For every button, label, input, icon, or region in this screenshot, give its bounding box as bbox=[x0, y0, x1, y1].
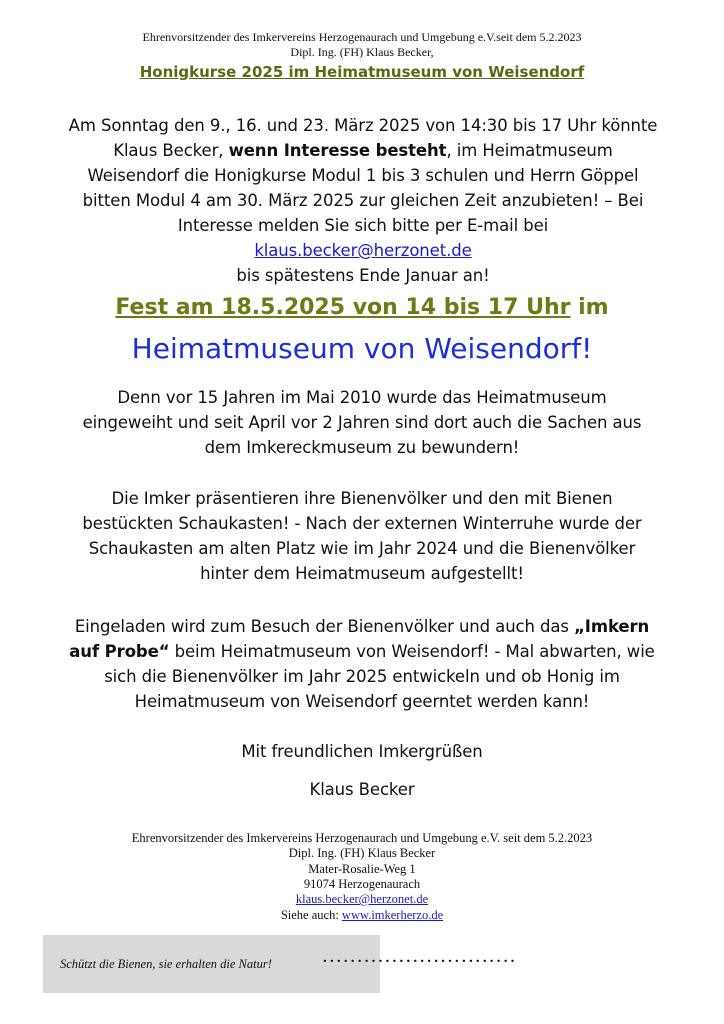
footer-line-2: Dipl. Ing. (FH) Klaus Becker bbox=[288, 846, 436, 860]
footer-email-link[interactable]: klaus.becker@herzonet.de bbox=[295, 892, 429, 906]
footer-line-1: Ehrenvorsitzender des Imkervereins Herzogenaurach und Umgebung e.V. seit dem 5.2.2023 bbox=[131, 831, 593, 845]
course-text-part2: , im Heimatmuseum Weisendorf die Honigkurse Modul 1 bis 3 schulen und Herrn Göppel bitten Modul 4 am 30. März 2025 zur gleichen Zeit anzubieten! – Bei Interesse melden Sie sich bitte per E-mail bei bbox=[82, 141, 644, 235]
footer-city: 91074 Herzogenaurach bbox=[303, 877, 421, 891]
fest-heading-date: Fest am 18.5.2025 von 14 bis 17 Uhr bbox=[115, 295, 571, 320]
course-title: Honigkurse 2025 im Heimatmuseum von Weisendorf bbox=[139, 63, 585, 81]
museum-heading: Heimatmuseum von Weisendorf! bbox=[131, 332, 593, 365]
footer-website-link[interactable]: www.imkerherzo.de bbox=[341, 908, 444, 922]
paragraph-3 bbox=[62, 614, 662, 714]
slogan-text: Schützt die Bienen, sie erhalten die Natur! bbox=[60, 957, 272, 971]
fest-heading-rest: im bbox=[570, 295, 609, 320]
footer-email-row bbox=[0, 892, 724, 907]
header-line-2: Dipl. Ing. (FH) Klaus Becker, bbox=[290, 45, 434, 59]
footer-see-also-label: Siehe auch: bbox=[280, 908, 342, 922]
footer-see-also bbox=[0, 908, 724, 923]
header-line-1: Ehrenvorsitzender des Imkervereins Herzogenaurach und Umgebung e.V.seit dem 5.2.2023 bbox=[142, 30, 582, 44]
course-paragraph bbox=[68, 113, 658, 288]
paragraph-3-bold: „Imkern auf Probe“ bbox=[69, 617, 650, 661]
course-text-deadline: bis spätestens Ende Januar an! bbox=[236, 266, 490, 285]
greeting: Mit freundlichen Imkergrüßen bbox=[241, 742, 483, 761]
course-text-bold: wenn Interesse besteht bbox=[228, 141, 447, 160]
paragraph-3-part1: Eingeladen wird zum Besuch der Bienenvölker und auch das bbox=[74, 617, 575, 636]
fest-heading bbox=[0, 295, 724, 320]
paragraph-2: Die Imker präsentieren ihre Bienenvölker und den mit Bienen bestückten Schaukasten! - Nach der externen Winterruhe wurde der Schaukasten am alten Platz wie im Jahr 2024 und die Bienenvölker hinter dem Heimatmuseum aufgestellt! bbox=[82, 489, 642, 583]
paragraph-1: Denn vor 15 Jahren im Mai 2010 wurde das Heimatmuseum eingeweiht und seit April vor 2 Jahren sind dort auch die Sachen aus dem Imkereckmuseum zu bewundern! bbox=[82, 388, 642, 457]
course-text-part1: Am Sonntag den 9., 16. und 23. März 2025 von 14:30 bis 17 Uhr könnte Klaus Becker, bbox=[68, 116, 658, 160]
dotted-line: ............................ bbox=[323, 950, 518, 966]
paragraph-3-part2: beim Heimatmuseum von Weisendorf! - Mal abwarten, wie sich die Bienenvölker im Jahr 2025 entwickeln und ob Honig im Heimatmuseum von Weisendorf geerntet werden kann! bbox=[104, 642, 655, 711]
course-email-link[interactable]: klaus.becker@herzonet.de bbox=[254, 241, 472, 260]
footer-street: Mater-Rosalie-Weg 1 bbox=[308, 862, 416, 876]
signature: Klaus Becker bbox=[309, 780, 415, 799]
